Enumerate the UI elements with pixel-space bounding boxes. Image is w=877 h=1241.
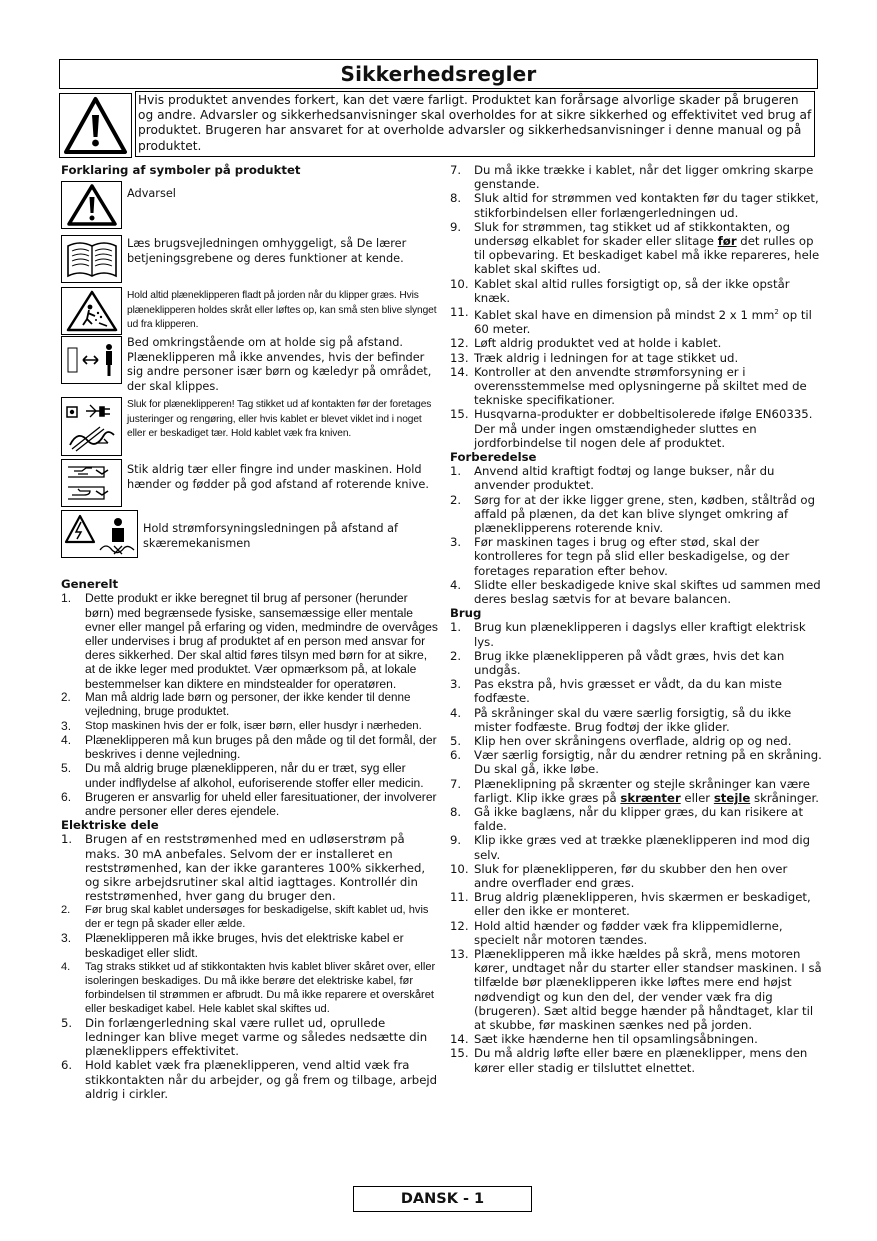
list-item: 11. Brug aldrig plæneklipperen, hvis skærmen er beskadiget, eller den ikke er monteret.: [450, 890, 811, 919]
list-item: 8. Gå ikke baglæns, når du klipper græs, du kan risikere at falde.: [450, 805, 804, 834]
list-item: 13. Træk aldrig i ledningen for at tage stikket ud.: [450, 350, 739, 365]
list-item: 6. Brugeren er ansvarlig for uheld eller faresituationer, der involverer andre personer eller deres ejendele.: [61, 789, 437, 819]
use-heading: Brug: [450, 606, 482, 621]
list-item: 2. Før brug skal kablet undersøges for beskadigelse, skift kablet ud, hvis der er tegn på skader eller ælde.: [61, 904, 429, 931]
list-item: 10. Kablet skal altid rulles forsigtigt op, så der ikke opstår knæk.: [450, 276, 790, 305]
preparation-heading: Forberedelse: [450, 449, 537, 464]
list-item: 9. Sluk for strømmen, tag stikket ud af stikkontakten, og undersøg elkablet for skader eller slitage før det rulles op til opbevaring. Et beskadiget kabel må ikke repareres, hele kablet skal skiftes ud.: [450, 219, 820, 277]
preparation-list: [450, 464, 822, 606]
list-item: 4. Tag straks stikket ud af stikkontakten hvis kablet bliver skåret over, eller isoleringen beskadiges. Du må ikke berøre det elektriske kabel, før forbindelsen til strømmen er afbrudt. Du må ikke reparere et overskåret eller beskadiget kabel. Hele kablet skal skiftes ud.: [61, 960, 436, 1015]
electric-cable-blade-icon: [61, 510, 138, 558]
symbols-heading: Forklaring af symboler på produktet: [61, 163, 301, 177]
symbol-label: Hold strømforsyningsledningen på afstand af skæremekanismen: [143, 522, 399, 550]
symbol-row-unplug: [61, 397, 439, 456]
list-item: 5. Du må aldrig bruge plæneklipperen, når du er træt, syg eller under indflydelse af alkohol, euforiserende stoffer eller medicin.: [61, 761, 424, 790]
list-item: 12. Hold altid hænder og fødder væk fra klippemidlerne, specielt når motoren tændes.: [450, 918, 783, 947]
list-item: 1. Anvend altid kraftigt fodtøj og lange bukser, når du anvender produktet.: [450, 464, 775, 493]
manual-book-icon: [61, 235, 122, 283]
list-item: 9. Klip ikke græs ved at trække plæneklipperen ind mod dig selv.: [450, 833, 811, 862]
list-item: 5. Klip hen over skråningens overflade, aldrig op og ned.: [450, 734, 792, 749]
list-item: 10. Sluk for plæneklipperen, før du skubber den hen over andre overflader end græs.: [450, 861, 788, 891]
list-item: 3. Pas ekstra på, hvis græsset er vådt, da du kan miste fodfæste.: [450, 677, 782, 706]
electrical-list-left: [61, 832, 439, 1101]
list-item: 5. Din forlængerledning skal være rullet ud, oprullede ledninger kan blive meget varme og således nedsætte din plæneklippers effektivitet.: [61, 1015, 428, 1059]
page-title: Sikkerhedsregler: [59, 59, 818, 89]
right-column: [450, 163, 822, 1075]
bystander-distance-icon: [61, 336, 122, 384]
symbol-row-warning: [61, 181, 439, 229]
list-item: 12. Løft aldrig produktet ved at holde i kablet.: [450, 336, 722, 351]
electrical-list-right: [450, 163, 822, 450]
list-item: 14. Kontroller at den anvendte strømforsyning er i overensstemmelse med oplysningerne på skiltet med de tekniske specifikationer.: [450, 364, 807, 408]
symbol-row-manual: [61, 235, 439, 283]
list-item: 6. Vær særlig forsigtig, når du ændrer retning på en skråning. Du skal gå, ikke løbe.: [450, 748, 822, 777]
intro-warning-text: Hvis produktet anvendes forkert, kan det være farligt. Produktet kan forårsage alvorlige skader på brugeren og andre. Advarsler og sikkerhedsanvisninger skal overholdes for at sikre sikkerhed og effektivitet ved brug af produktet. Brugeren har ansvaret for at overholde advarsler og sikkerhedsanvisninger i denne manual og på produktet.: [135, 91, 815, 157]
list-item: 8. Sluk altid for strømmen ved kontakten før du tager stikket, stikforbindelsen eller forlængerledningen ud.: [450, 191, 819, 220]
list-item: 1. Brugen af en reststrømenhed med en udløserstrøm på maks. 30 mA anbefales. Selvom der er installeret en reststrømenhed, kan der ikke garanteres 100% sikkerhed, og sikre arbejdsrutiner skal altid iagttages. Kontrollér din reststrømenhed, hver gang du bruger den.: [61, 832, 426, 904]
symbol-label: Hold altid plæneklipperen fladt på jorden når du klipper græs. Hvis plæneklipperen holdes skråt eller løftes op, kan små sten blive slynget ud fra klipperen.: [127, 290, 437, 330]
symbol-row-blade: [61, 459, 439, 507]
left-column: [61, 163, 439, 1101]
list-item: 2. Man må aldrig lade børn og personer, der ikke kender til denne vejledning, bruge produktet.: [61, 690, 411, 718]
list-item: 4. Plæneklipperen må kun bruges på den måde og til det formål, der beskrives i denne vejledning.: [61, 733, 437, 762]
list-item: 2. Brug ikke plæneklipperen på vådt græs, hvis det kan undgås.: [450, 648, 785, 677]
list-item: 7. Plæneklipning på skrænter og stejle skråninger kan være farligt. Klip ikke græs på skrænter eller stejle skråninger.: [450, 776, 819, 805]
warning-triangle-icon: [61, 181, 122, 229]
list-item: 1. Dette produkt er ikke beregnet til brug af personer (herunder børn) med begrænsede fysiske, sansemæssige eller mentale evner eller mangel på erfaring og viden, medmindre de overvåges eller undervises i brug af produktet af en person med ansvar for deres sikkerhed. Der skal altid føres tilsyn med børn for at sikre, at de ikke leger med produktet. Vær opmærksom på, at lokale bestemmelser kan diktere en mindstealder for operatøren.: [61, 591, 438, 691]
thrown-objects-icon: [61, 287, 122, 335]
symbol-label: Advarsel: [127, 187, 176, 201]
list-item: 11. Kablet skal have en dimension på mindst 2 x 1 $mm^2$ op til 60 meter.: [450, 305, 812, 337]
list-item: 3. Stop maskinen hvis der er folk, især børn, eller husdyr i nærheden.: [61, 718, 422, 733]
list-item: 3. Før maskinen tages i brug og efter stød, skal der kontrolleres for tegn på slid eller beskadigelse, og der foretages reparation efter behov.: [450, 535, 790, 578]
general-heading: Generelt: [61, 577, 119, 592]
list-item: 15. Husqvarna-produkter er dobbeltisolerede ifølge EN60335. Der må under ingen omstændigheder sluttes en jordforbindelse til nogen dele af produktet.: [450, 407, 813, 450]
symbol-label: Stik aldrig tær eller fingre ind under maskinen. Hold hænder og fødder på god afstand af roterende knive.: [127, 463, 429, 491]
unplug-cable-icon: [61, 397, 122, 456]
list-item: 3. Plæneklipperen må ikke bruges, hvis det elektriske kabel er beskadiget eller slidt.: [61, 931, 404, 960]
use-list: [450, 620, 822, 1075]
list-item: 14. Sæt ikke hænderne hen til opsamlingsåbningen.: [450, 1032, 758, 1047]
symbol-row-bystanders: [61, 336, 439, 394]
page-footer: DANSK - 1: [353, 1186, 532, 1212]
list-item: 13. Plæneklipperen må ikke hældes på skrå, mens motoren kører, undtaget når du starter eller standser maskinen. I så tilfælde bør plæneklipperen ikke løftes mere end højst nødvendigt og kun den del, der vender væk fra dig (brugeren). Sæt altid begge hænder på håndtaget, klar til at skubbe, før maskinen sænkes ned på jorden.: [450, 947, 822, 1033]
general-list: [61, 591, 439, 818]
electrical-heading: Elektriske dele: [61, 818, 159, 833]
symbol-label: Bed omkringstående om at holde sig på afstand. Plæneklipperen må ikke anvendes, hvis der befinder sig andre personer især børn og kæledyr på området, der skal klippes.: [127, 336, 432, 393]
symbol-label: Sluk for plæneklipperen! Tag stikket ud af kontakten før der foretages justeringer og rengøring, eller hvis kablet er blevet viklet ind i noget eller er beskadiget tær. Hold kablet væk fra kniven.: [127, 399, 432, 439]
symbol-row-cable-blade: [61, 510, 439, 558]
rotating-blade-hand-foot-icon: [61, 459, 122, 507]
symbol-row-thrown-objects: [61, 287, 439, 335]
list-item: 4. På skråninger skal du være særlig forsigtig, så du ikke mister fodfæste. Brug fodtøj der ikke glider.: [450, 705, 792, 734]
list-item: 4. Slidte eller beskadigede knive skal skiftes ud sammen med deres beslag sætvis for at bevare balancen.: [450, 577, 821, 606]
list-item: 1. Brug kun plæneklipperen i dagslys eller kraftigt elektrisk lys.: [450, 620, 806, 649]
warning-triangle-icon: [59, 93, 132, 158]
symbol-label: Læs brugsvejledningen omhyggeligt, så De lærer betjeningsgrebene og deres funktioner at kende.: [127, 237, 407, 265]
list-item: 2. Sørg for at der ikke ligger grene, sten, kødben, ståltråd og affald på plænen, da det kan blive slynget omkring af plæneklipperens roterende kniv.: [450, 492, 815, 535]
list-item: 7. Du må ikke trække i kablet, når det ligger omkring skarpe genstande.: [450, 163, 814, 192]
list-item: 15. Du må aldrig løfte eller bære en plæneklipper, mens den kører eller stadig er tilsluttet elnettet.: [450, 1046, 808, 1075]
list-item: 6. Hold kablet væk fra plæneklipperen, vend altid væk fra stikkontakten når du arbejder, og gå frem og tilbage, arbejd aldrig i cirkler.: [61, 1058, 438, 1101]
